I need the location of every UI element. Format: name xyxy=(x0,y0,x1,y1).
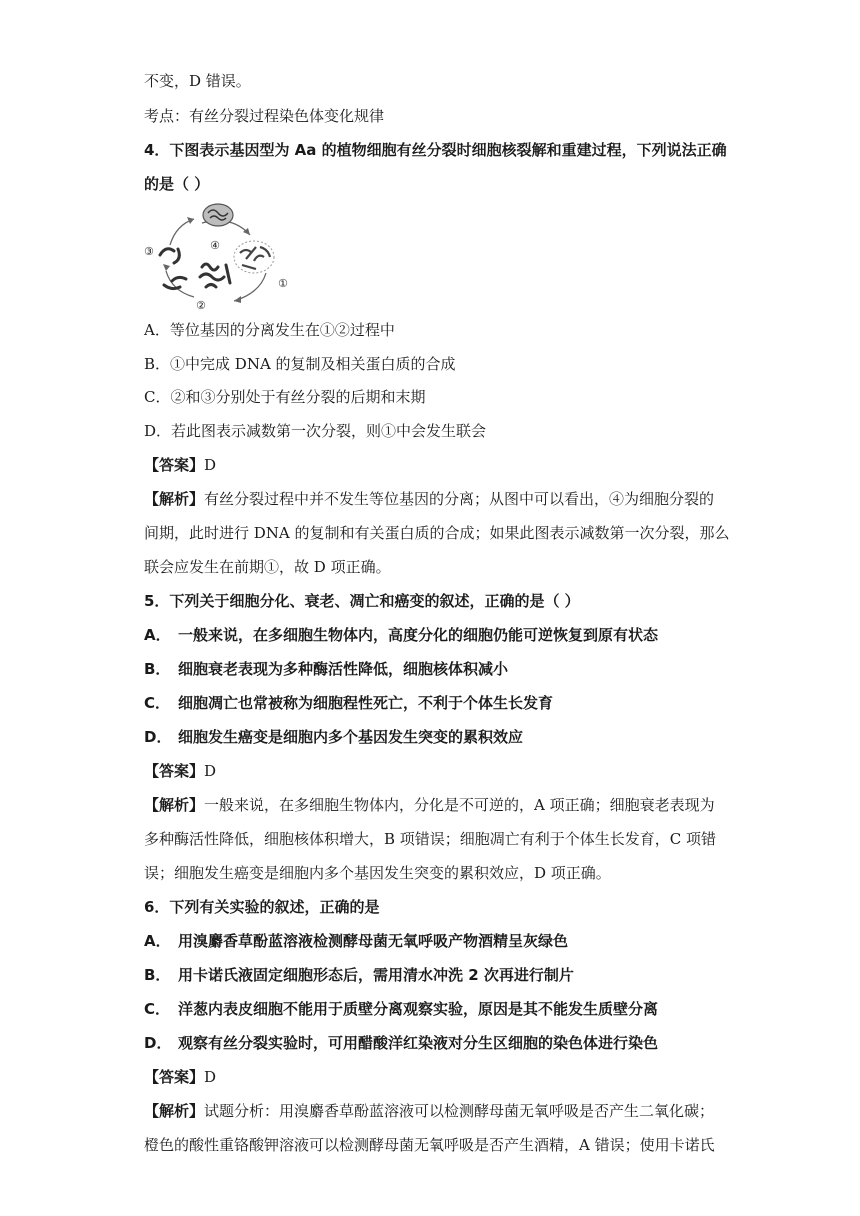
text-line: 不变，D 错误。 xyxy=(144,72,251,90)
option-label: D． xyxy=(144,1034,172,1052)
question-4-option-b: B．①中完成 DNA 的复制及相关蛋白质的合成 xyxy=(144,355,456,373)
question-6-explanation-cont: 橙色的酸性重铬酸钾溶液可以检测酵母菌无氧呼吸是否产生酒精，A 错误；使用卡诺氏 xyxy=(144,1136,715,1154)
question-6-option-b xyxy=(144,965,574,985)
question-4-explanation-cont: 间期，此时进行 DNA 的复制和有关蛋白质的合成；如果此图表示减数第一次分裂，那么 xyxy=(144,524,730,542)
question-4-explanation-cont: 联会应发生在前期①，故 D 项正确。 xyxy=(144,558,391,576)
option-label: C． xyxy=(144,1000,171,1018)
question-5-stem: 5．下列关于细胞分化、衰老、凋亡和癌变的叙述，正确的是（ ） xyxy=(144,592,580,610)
answer-value: D xyxy=(204,456,217,474)
question-6-option-d xyxy=(144,1033,658,1053)
explanation-text: 有丝分裂过程中并不发生等位基因的分离；从图中可以看出，④为细胞分裂的 xyxy=(204,490,715,508)
cell-4-nucleus xyxy=(203,204,233,226)
question-6-explanation xyxy=(144,1101,714,1121)
question-6-option-c xyxy=(144,999,658,1019)
explanation-text: 一般来说，在多细胞生物体内，分化是不可逆的，A 项正确；细胞衰老表现为 xyxy=(204,796,715,814)
cell-cycle-diagram xyxy=(142,201,292,313)
arrow-head xyxy=(234,296,241,303)
option-label: B． xyxy=(144,660,171,678)
option-label: A． xyxy=(144,626,171,644)
question-5-answer xyxy=(144,761,216,781)
cell-1-chromosomes xyxy=(240,247,270,269)
option-text: 细胞发生癌变是细胞内多个基因发生突变的累积效应 xyxy=(178,728,524,746)
explanation-tag: 【解析】 xyxy=(144,796,205,814)
question-4-stem: 4．下图表示基因型为 Aa 的植物细胞有丝分裂时细胞核裂解和重建过程，下列说法正确 xyxy=(144,141,727,159)
option-text: 洋葱内表皮细胞不能用于质壁分离观察实验，原因是其不能发生质壁分离 xyxy=(178,1000,659,1018)
cell-division-figure xyxy=(142,201,292,313)
question-4-answer xyxy=(144,455,216,475)
explanation-text: 试题分析：用溴麝香草酚蓝溶液可以检测酵母菌无氧呼吸是否产生二氧化碳； xyxy=(204,1102,715,1120)
option-text: 细胞衰老表现为多种酶活性降低，细胞核体积减小 xyxy=(178,660,509,678)
option-label: D． xyxy=(144,728,172,746)
question-4-option-a: A．等位基因的分离发生在①②过程中 xyxy=(144,321,395,339)
question-4-explanation xyxy=(144,489,714,509)
question-5-option-b xyxy=(144,659,508,679)
option-text: 观察有丝分裂实验时，可用醋酸洋红染液对分生区细胞的染色体进行染色 xyxy=(178,1034,659,1052)
label-1: ① xyxy=(278,277,288,290)
question-4-stem-cont: 的是（ ） xyxy=(144,175,210,193)
question-4-option-c: C．②和③分别处于有丝分裂的后期和末期 xyxy=(144,388,426,406)
cycle-arrow xyxy=(166,271,194,297)
question-6-answer xyxy=(144,1067,216,1087)
question-5-explanation-cont: 误；细胞发生癌变是细胞内多个基因发生突变的累积效应，D 项正确。 xyxy=(144,864,611,882)
question-4-option-d: D．若此图表示减数第一次分裂，则①中会发生联会 xyxy=(144,422,487,440)
option-text: 细胞凋亡也常被称为细胞程性死亡，不利于个体生长发育 xyxy=(178,694,554,712)
question-5-option-d xyxy=(144,727,523,747)
question-5-option-a xyxy=(144,625,658,645)
option-label: B． xyxy=(144,966,171,984)
explanation-tag: 【解析】 xyxy=(144,1102,205,1120)
answer-tag: 【答案】 xyxy=(144,1068,205,1086)
option-label: C． xyxy=(144,694,171,712)
question-6-option-a xyxy=(144,931,568,951)
answer-value: D xyxy=(204,1068,217,1086)
answer-value: D xyxy=(204,762,217,780)
arrow-head xyxy=(163,264,170,271)
explanation-tag: 【解析】 xyxy=(144,490,205,508)
label-2: ② xyxy=(196,299,206,312)
label-4: ④ xyxy=(210,239,220,252)
option-label: A． xyxy=(144,932,171,950)
cycle-arrow xyxy=(234,273,266,301)
option-text: 用卡诺氏液固定细胞形态后，需用清水冲洗 2 次再进行制片 xyxy=(178,966,574,984)
question-5-explanation-cont: 多种酶活性降低，细胞核体积增大，B 项错误；细胞凋亡有利于个体生长发育，C 项错 xyxy=(144,830,717,848)
cell-3-chromosomes xyxy=(160,249,186,289)
cell-2-chromosomes xyxy=(200,264,230,287)
question-5-explanation xyxy=(144,795,715,815)
answer-tag: 【答案】 xyxy=(144,456,205,474)
knowledge-point: 考点：有丝分裂过程染色体变化规律 xyxy=(144,107,385,125)
question-6-stem: 6．下列有关实验的叙述，正确的是 xyxy=(144,898,380,916)
label-3: ③ xyxy=(144,245,154,258)
option-text: 用溴麝香草酚蓝溶液检测酵母菌无氧呼吸产物酒精呈灰绿色 xyxy=(178,932,569,950)
question-5-option-c xyxy=(144,693,553,713)
answer-tag: 【答案】 xyxy=(144,762,205,780)
option-text: 一般来说，在多细胞生物体内，高度分化的细胞仍能可逆恢复到原有状态 xyxy=(178,626,659,644)
arrow-head xyxy=(187,217,194,224)
